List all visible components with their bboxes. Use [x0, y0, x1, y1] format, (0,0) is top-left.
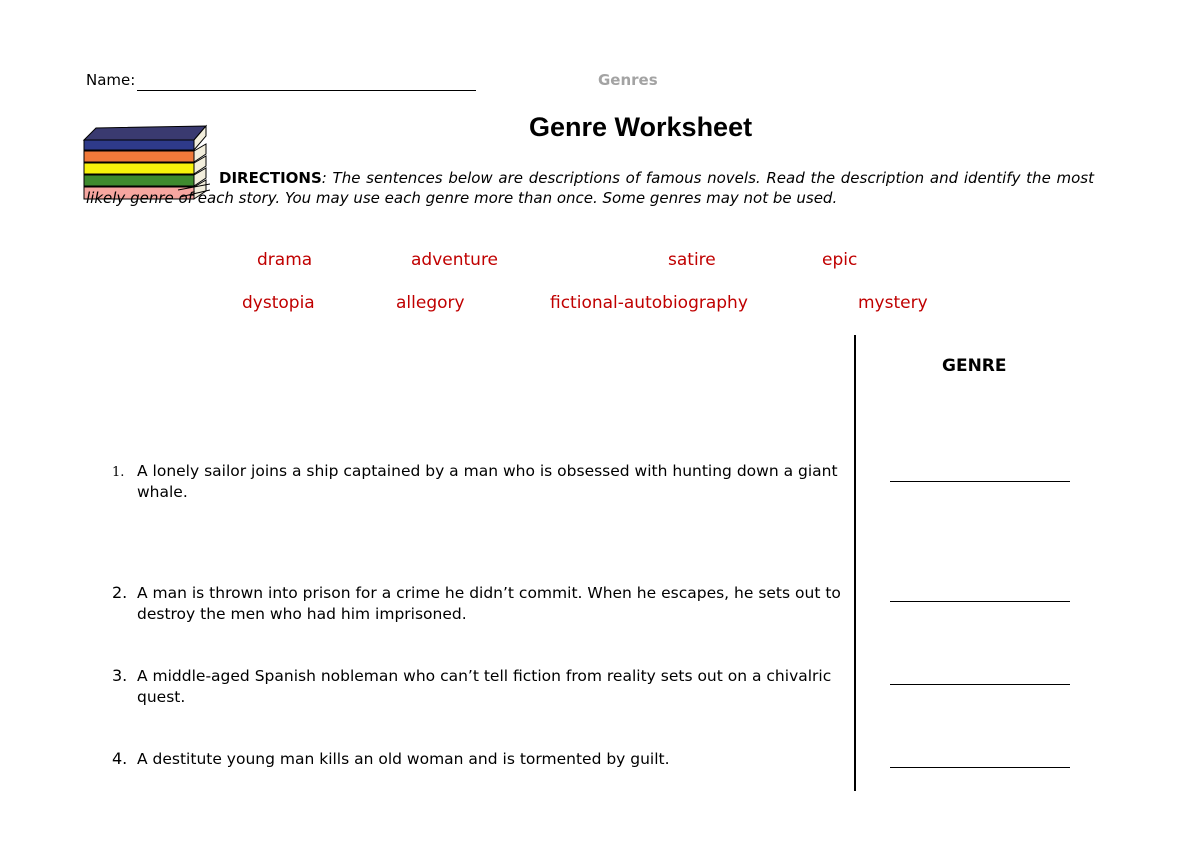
- answer-blank-2[interactable]: [890, 601, 1070, 602]
- name-label: Name:: [86, 71, 136, 89]
- genre-column-header: GENRE: [942, 356, 1007, 376]
- genre-option: drama: [257, 250, 313, 270]
- genre-option: adventure: [411, 250, 499, 270]
- genre-option: fictional-autobiography: [550, 293, 748, 313]
- question-number: 4.: [112, 749, 128, 768]
- header-genres-label: Genres: [598, 71, 658, 89]
- column-divider: [854, 335, 856, 791]
- page-title: Genre Worksheet: [529, 112, 753, 142]
- genre-option: mystery: [858, 293, 928, 313]
- genre-option: satire: [668, 250, 716, 270]
- question-number: 2.: [112, 583, 128, 602]
- genre-option: dystopia: [242, 293, 315, 313]
- directions-text: : The sentences below are descriptions of famous novels. Read the description and identify the most likely genre of each story. You may use each genre more than once. Some genres may not be used.: [86, 169, 1094, 207]
- genre-option: epic: [822, 250, 858, 270]
- answer-blank-3[interactable]: [890, 684, 1070, 685]
- genre-option: allegory: [396, 293, 465, 313]
- directions-paragraph: [86, 168, 1094, 208]
- question-text: A man is thrown into prison for a crime he didn’t commit. When he escapes, he sets out to destroy the men who had him imprisoned.: [137, 584, 841, 623]
- question-text: A middle-aged Spanish nobleman who can’t tell fiction from reality sets out on a chivalric quest.: [137, 667, 832, 706]
- directions-lead: DIRECTIONS: [219, 169, 322, 187]
- answer-blank-1[interactable]: [890, 481, 1070, 482]
- question-number: 1.: [112, 465, 125, 480]
- question-text: A destitute young man kills an old woman and is tormented by guilt.: [137, 750, 670, 768]
- answer-blank-4[interactable]: [890, 767, 1070, 768]
- question-number: 3.: [112, 666, 128, 685]
- question-text: A lonely sailor joins a ship captained by a man who is obsessed with hunting down a giant whale.: [137, 462, 838, 501]
- name-blank-line[interactable]: [137, 90, 476, 91]
